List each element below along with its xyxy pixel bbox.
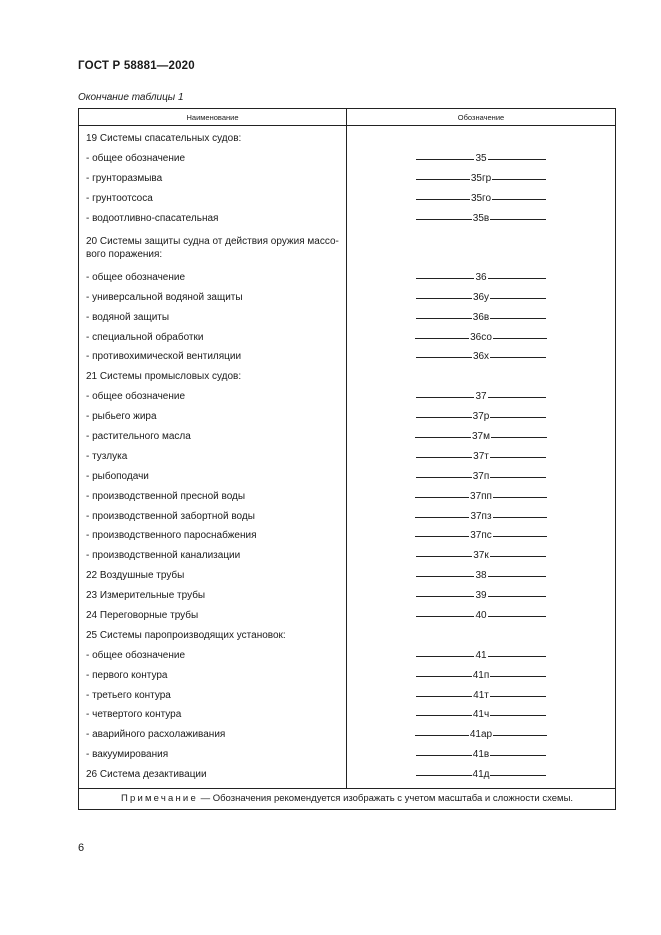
row-name-cell: - грунтоотсоса bbox=[79, 189, 347, 209]
row-code-cell bbox=[347, 347, 616, 367]
row-code-cell bbox=[347, 765, 616, 788]
row-name-cell: 19 Системы спасательных судов: bbox=[79, 126, 347, 149]
code-text: 37т bbox=[473, 450, 489, 462]
table-row bbox=[79, 526, 616, 546]
row-code-cell bbox=[347, 745, 616, 765]
code-underline-left bbox=[415, 338, 469, 339]
code-designation bbox=[415, 193, 547, 204]
code-underline-right bbox=[493, 735, 547, 736]
row-code-cell bbox=[347, 307, 616, 327]
code-text: 37пс bbox=[470, 530, 492, 542]
code-text: 40 bbox=[475, 610, 487, 622]
row-code-cell bbox=[347, 606, 616, 626]
code-underline-left bbox=[416, 656, 474, 657]
row-name-cell: - рыбьего жира bbox=[79, 407, 347, 427]
code-underline-right bbox=[490, 357, 546, 358]
code-text: 41ч bbox=[472, 709, 490, 721]
row-code-cell bbox=[347, 126, 616, 149]
code-underline-right bbox=[490, 457, 546, 458]
code-underline-right bbox=[488, 397, 546, 398]
code-underline-left bbox=[416, 357, 472, 358]
code-underline-right bbox=[490, 715, 546, 716]
code-text: 36в bbox=[472, 311, 490, 323]
row-name-cell: 24 Переговорные трубы bbox=[79, 606, 347, 626]
row-name-cell: - водоотливно-спасательная bbox=[79, 209, 347, 229]
table-row bbox=[79, 586, 616, 606]
code-underline-left bbox=[415, 517, 469, 518]
row-code-cell bbox=[347, 287, 616, 307]
table-row bbox=[79, 446, 616, 466]
row-name-cell: - грунторазмыва bbox=[79, 169, 347, 189]
code-underline-left bbox=[416, 556, 472, 557]
code-underline-left bbox=[416, 318, 472, 319]
table-row bbox=[79, 149, 616, 169]
page-number: 6 bbox=[78, 842, 85, 854]
code-text: 37м bbox=[472, 431, 490, 443]
row-code-cell bbox=[347, 665, 616, 685]
row-code-cell bbox=[347, 209, 616, 229]
code-text: 36 bbox=[475, 271, 487, 283]
code-underline-right bbox=[490, 417, 546, 418]
code-underline-left bbox=[416, 397, 474, 398]
code-text: 37р bbox=[472, 411, 490, 423]
code-underline-left bbox=[416, 179, 470, 180]
code-text: 41ар bbox=[469, 729, 493, 741]
code-underline-right bbox=[488, 596, 546, 597]
code-text: 41 bbox=[475, 649, 487, 661]
code-text: 36со bbox=[470, 331, 492, 343]
code-underline-right bbox=[493, 517, 547, 518]
code-underline-left bbox=[416, 715, 472, 716]
table-row bbox=[79, 645, 616, 665]
code-text: 37 bbox=[475, 391, 487, 403]
row-code-cell bbox=[347, 586, 616, 606]
row-code-cell bbox=[347, 427, 616, 447]
code-underline-right bbox=[490, 775, 546, 776]
table-row bbox=[79, 209, 616, 229]
table-row bbox=[79, 228, 616, 267]
code-designation bbox=[414, 332, 548, 343]
code-text: 35 bbox=[475, 153, 487, 165]
code-underline-right bbox=[490, 755, 546, 756]
row-name-cell: - водяной защиты bbox=[79, 307, 347, 327]
table-caption: Окончание таблицы 1 bbox=[78, 92, 184, 103]
row-name-cell: - общее обозначение bbox=[79, 645, 347, 665]
code-designation bbox=[415, 451, 547, 462]
code-underline-left bbox=[416, 755, 472, 756]
row-name-cell: - четвертого контура bbox=[79, 705, 347, 725]
code-designation bbox=[415, 312, 547, 323]
table-row bbox=[79, 267, 616, 287]
table-row bbox=[79, 725, 616, 745]
code-text: 41в bbox=[472, 749, 490, 761]
code-designation bbox=[414, 729, 548, 740]
code-underline-right bbox=[490, 219, 546, 220]
row-code-cell bbox=[347, 149, 616, 169]
table-row bbox=[79, 169, 616, 189]
row-name-cell: - первого контура bbox=[79, 665, 347, 685]
code-underline-left bbox=[416, 616, 474, 617]
code-designation bbox=[415, 709, 547, 720]
code-underline-left bbox=[416, 199, 470, 200]
row-code-cell bbox=[347, 725, 616, 745]
row-name-cell: - производственной пресной воды bbox=[79, 486, 347, 506]
code-designation bbox=[415, 769, 548, 780]
code-underline-left bbox=[415, 497, 469, 498]
note-label: Примечание bbox=[120, 793, 198, 805]
code-underline-left bbox=[416, 457, 472, 458]
code-designation bbox=[415, 411, 548, 422]
row-name-cell: - общее обозначение bbox=[79, 387, 347, 407]
code-designation bbox=[415, 570, 546, 581]
code-underline-right bbox=[490, 298, 546, 299]
code-designation bbox=[415, 610, 546, 621]
code-text: 36х bbox=[472, 351, 490, 363]
row-name-cell: - производственного пароснабжения bbox=[79, 526, 347, 546]
table-row bbox=[79, 566, 616, 586]
row-name-cell: 25 Системы паропроизводящих установок: bbox=[79, 625, 347, 645]
row-name-cell: - аварийного расхолаживания bbox=[79, 725, 347, 745]
code-designation bbox=[415, 550, 547, 561]
code-underline-left bbox=[415, 437, 471, 438]
row-name-cell: - тузлука bbox=[79, 446, 347, 466]
row-code-cell bbox=[347, 446, 616, 466]
table-row bbox=[79, 287, 616, 307]
code-underline-left bbox=[416, 278, 474, 279]
code-text: 36у bbox=[472, 291, 490, 303]
code-text: 35гр bbox=[470, 173, 492, 185]
table-row bbox=[79, 367, 616, 387]
table-row bbox=[79, 765, 616, 788]
note-row bbox=[79, 788, 616, 809]
table-row bbox=[79, 466, 616, 486]
row-name-cell: 22 Воздушные трубы bbox=[79, 566, 347, 586]
code-underline-right bbox=[493, 536, 547, 537]
code-underline-right bbox=[491, 437, 547, 438]
row-name-cell: - третьего контура bbox=[79, 685, 347, 705]
table-row bbox=[79, 665, 616, 685]
code-designation bbox=[414, 491, 548, 502]
code-text: 41п bbox=[472, 669, 490, 681]
column-header-code: Обозначение bbox=[347, 109, 616, 126]
table-row bbox=[79, 625, 616, 645]
row-code-cell bbox=[347, 327, 616, 347]
row-code-cell bbox=[347, 526, 616, 546]
code-underline-right bbox=[493, 497, 547, 498]
code-text: 37пз bbox=[470, 510, 492, 522]
table-row bbox=[79, 546, 616, 566]
note-cell bbox=[79, 788, 616, 809]
row-name-cell: 20 Системы защиты судна от действия оружия массо-вого поражения: bbox=[79, 228, 347, 267]
table-row bbox=[79, 705, 616, 725]
code-designation bbox=[415, 351, 547, 362]
row-code-cell bbox=[347, 566, 616, 586]
code-text: 37к bbox=[473, 550, 489, 562]
row-code-cell bbox=[347, 407, 616, 427]
code-underline-right bbox=[490, 318, 546, 319]
code-underline-right bbox=[488, 656, 546, 657]
table-row bbox=[79, 685, 616, 705]
row-code-cell bbox=[347, 267, 616, 287]
row-name-cell: - специальной обработки bbox=[79, 327, 347, 347]
table-row bbox=[79, 126, 616, 149]
code-designation bbox=[415, 590, 546, 601]
code-text: 35в bbox=[472, 213, 490, 224]
row-code-cell bbox=[347, 169, 616, 189]
table-row bbox=[79, 327, 616, 347]
code-designation bbox=[415, 670, 548, 681]
row-name-cell: - производственной канализации bbox=[79, 546, 347, 566]
row-name-cell: - производственной забортной воды bbox=[79, 506, 347, 526]
code-underline-left bbox=[416, 477, 472, 478]
code-text: 41д bbox=[472, 769, 490, 781]
row-code-cell bbox=[347, 228, 616, 267]
code-designation bbox=[415, 391, 546, 402]
row-name-cell: 23 Измерительные трубы bbox=[79, 586, 347, 606]
code-designation bbox=[415, 292, 547, 303]
row-name-cell: - противохимической вентиляции bbox=[79, 347, 347, 367]
table-row bbox=[79, 407, 616, 427]
table-row bbox=[79, 189, 616, 209]
row-name-cell: - вакуумирования bbox=[79, 745, 347, 765]
table-row bbox=[79, 745, 616, 765]
table-row bbox=[79, 387, 616, 407]
table-header-row bbox=[79, 109, 616, 126]
code-text: 37п bbox=[472, 470, 490, 482]
code-underline-right bbox=[490, 696, 546, 697]
row-name-cell: - рыбоподачи bbox=[79, 466, 347, 486]
column-header-name: Наименование bbox=[79, 109, 347, 126]
table-row bbox=[79, 347, 616, 367]
code-designation bbox=[414, 511, 547, 522]
code-underline-right bbox=[488, 159, 546, 160]
code-designation bbox=[414, 530, 548, 541]
code-underline-left bbox=[416, 576, 474, 577]
code-designation bbox=[415, 272, 546, 283]
code-designation bbox=[415, 471, 548, 482]
row-name-cell: 26 Система дезактивации bbox=[79, 765, 347, 788]
document-header-title: ГОСТ Р 58881—2020 bbox=[78, 60, 195, 72]
table-row bbox=[79, 506, 616, 526]
row-code-cell bbox=[347, 685, 616, 705]
code-text: 35го bbox=[470, 193, 492, 205]
code-designation bbox=[415, 690, 547, 701]
note-text: — Обозначения рекомендуется изображать с учетом масштаба и сложности схемы. bbox=[197, 793, 574, 805]
code-designation bbox=[415, 213, 547, 224]
row-name-cell: - общее обозначение bbox=[79, 149, 347, 169]
row-code-cell bbox=[347, 466, 616, 486]
table-row bbox=[79, 427, 616, 447]
code-underline-left bbox=[416, 596, 474, 597]
code-underline-right bbox=[492, 199, 546, 200]
code-underline-right bbox=[490, 477, 546, 478]
code-text: 39 bbox=[475, 590, 487, 602]
code-designation bbox=[414, 431, 548, 442]
code-underline-left bbox=[416, 159, 474, 160]
row-code-cell bbox=[347, 486, 616, 506]
code-text: 38 bbox=[475, 570, 487, 582]
code-underline-right bbox=[493, 338, 547, 339]
row-name-cell: - растительного масла bbox=[79, 427, 347, 447]
code-designation bbox=[415, 650, 546, 661]
code-designation bbox=[415, 153, 546, 164]
code-underline-right bbox=[488, 616, 546, 617]
table-row bbox=[79, 307, 616, 327]
table-row bbox=[79, 486, 616, 506]
row-code-cell bbox=[347, 387, 616, 407]
code-designation bbox=[415, 749, 547, 760]
row-code-cell bbox=[347, 546, 616, 566]
table-row bbox=[79, 606, 616, 626]
code-underline-right bbox=[490, 676, 546, 677]
code-underline-left bbox=[415, 735, 469, 736]
code-underline-right bbox=[488, 576, 546, 577]
code-designation bbox=[415, 173, 547, 184]
code-underline-left bbox=[416, 417, 472, 418]
row-name-cell: - общее обозначение bbox=[79, 267, 347, 287]
row-code-cell bbox=[347, 625, 616, 645]
row-code-cell bbox=[347, 645, 616, 665]
code-underline-right bbox=[490, 556, 546, 557]
row-code-cell bbox=[347, 506, 616, 526]
code-underline-left bbox=[416, 298, 472, 299]
code-underline-left bbox=[415, 536, 469, 537]
table-body bbox=[79, 126, 616, 789]
row-code-cell bbox=[347, 367, 616, 387]
code-underline-left bbox=[416, 676, 472, 677]
code-underline-left bbox=[416, 696, 472, 697]
code-text: 37пп bbox=[470, 490, 492, 502]
code-underline-right bbox=[488, 278, 546, 279]
row-name-cell: 21 Системы промысловых судов: bbox=[79, 367, 347, 387]
designation-table bbox=[78, 108, 616, 810]
code-underline-left bbox=[416, 775, 472, 776]
code-text: 41т bbox=[473, 689, 489, 701]
code-underline-right bbox=[492, 179, 546, 180]
row-code-cell bbox=[347, 189, 616, 209]
row-name-cell: - универсальной водяной защиты bbox=[79, 287, 347, 307]
row-code-cell bbox=[347, 705, 616, 725]
code-underline-left bbox=[416, 219, 472, 220]
